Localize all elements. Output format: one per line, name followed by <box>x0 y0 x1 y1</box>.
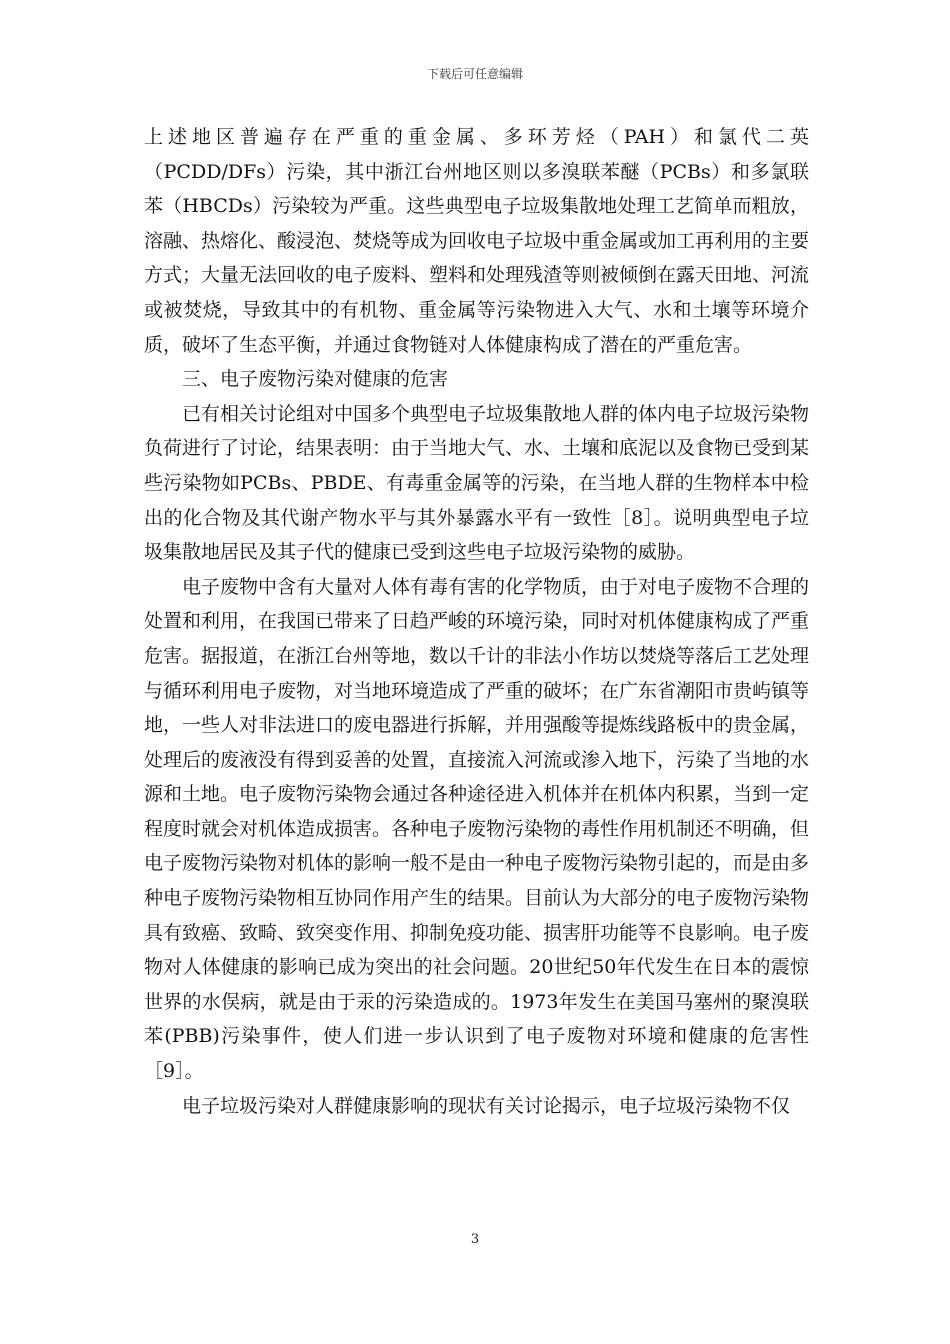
page-number: 3 <box>470 1232 480 1247</box>
paragraph-continuation: 上述地区普遍存在严重的重金属、多环芳烃（PAH）和氯代二英（PCDD/DFs）污染，其中浙江台州地区则以多溴联苯醚（PCBs）和多氯联苯（HBCDs）污染较为严重。这些典型电子垃圾集散地处理工艺简单而粗放，溶融、热熔化、酸浸泡、焚烧等成为回收电子垃圾中重金属或加工再利用的主要方式；大量无法回收的电子废料、塑料和处理残渣等则被倾倒在露天田地、河流或被焚烧，导致其中的有机物、重金属等污染物进入大气、水和土壤等环境介质，破坏了生态平衡，并通过食物链对人体健康构成了潜在的严重危害。 <box>144 126 810 356</box>
document-body <box>144 120 809 1123</box>
page-header: 下载后可任意编辑 <box>426 67 523 81</box>
paragraph-body-2: 电子废物中含有大量对人体有毒有害的化学物质，由于对电子废物不合理的处置和利用，在我国已带来了日趋严峻的环境污染，同时对机体健康构成了严重危害。据报道，在浙江台州等地，数以千计的非法小作坊以焚烧等落后工艺处理与循环利用电子废物，对当地环境造成了严重的破坏；在广东省潮阳市贵屿镇等地，一些人对非法进口的废电器进行拆解，并用强酸等提炼线路板中的贵金属，处理后的废液没有得到妥善的处置，直接流入河流或渗入地下，污染了当地的水源和土地。电子废物污染物会通过各种途径进入机体并在机体内积累，当到一定程度时就会对机体造成损害。各种电子废物污染物的毒性作用机制还不明确，但电子废物污染物对机体的影响一般不是由一种电子废物污染物引起的，而是由多种电子废物污染物相互协同作用产生的结果。目前认为大部分的电子废物污染物具有致癌、致畸、致突变作用、抑制免疫功能、损害肝功能等不良影响。电子废物对人体健康的影响已成为突出的社会问题。20世纪50年代发生在日本的震惊世界的水俣病，就是由于汞的污染造成的。1973年发生在美国马塞州的聚溴联苯(PBB)污染事件，使人们进一步认识到了电子废物对环境和健康的危害性［9］。 <box>144 575 810 1083</box>
section-heading: 三、电子废物污染对健康的危害 <box>182 368 449 391</box>
paragraph-body-3: 电子垃圾污染对人群健康影响的现状有关讨论揭示，电子垃圾污染物不仅 <box>182 1094 791 1117</box>
paragraph-body-1: 已有相关讨论组对中国多个典型电子垃圾集散地人群的体内电子垃圾污染物负荷进行了讨论，结果表明：由于当地大气、水、土壤和底泥以及食物已受到某些污染物如PCBs、PBDE、有毒重金属等的污染，在当地人群的生物样本中检出的化合物及其代谢产物水平与其外暴露水平有一致性［8］。说明典型电子垃圾集散地居民及其子代的健康已受到这些电子垃圾污染物的威胁。 <box>144 402 810 564</box>
